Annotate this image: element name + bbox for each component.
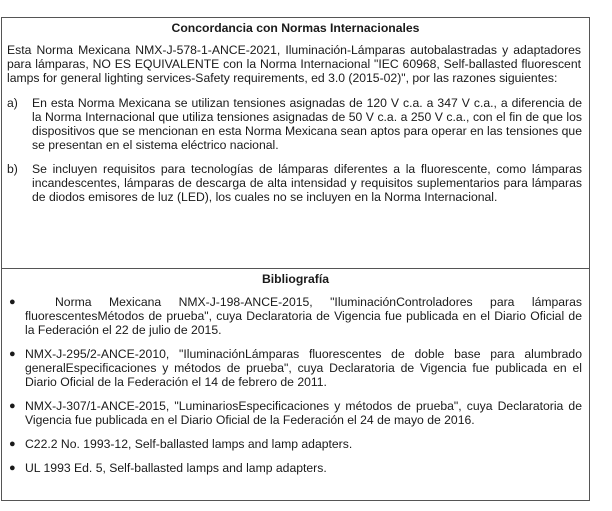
bibliography-entry (2, 399, 582, 427)
bibliography-entry (2, 461, 582, 475)
bibliography-entry (2, 295, 582, 337)
concordancia-section (2, 18, 589, 269)
bullet-icon: ● (9, 438, 16, 450)
concordancia-intro: Esta Norma Mexicana NMX-J-578-1-ANCE-2021, Iluminación-Lámparas autobalastradas y adaptadores para lámparas, NO ES EQUIVALENTE con la Norma Internacional "IEC 60968, Self-ballasted fluorescent lamps for general lighting services-Safety requirements, ed 3.0 (2015-02)", por las razones siguientes: (7, 43, 581, 85)
bibliography-entry (2, 437, 582, 451)
concordancia-title: Concordancia con Normas Internacionales (171, 21, 420, 35)
bibliography-entry (2, 347, 582, 389)
list-marker: b) (7, 162, 18, 176)
bibliografia-section (2, 269, 589, 500)
list-item-text: Se incluyen requisitos para tecnologías de lámparas diferentes a la fluorescente, como lámparas incandescentes, lámparas de descarga de alta intensidad y requisitos suplementarios para lámparas de diodos emisores de luz (LED), los cuales no se incluyen en la Norma Internacional. (32, 162, 582, 204)
list-marker: a) (7, 96, 18, 110)
bullet-icon: ● (9, 462, 16, 474)
bibliography-entry-text: C22.2 No. 1993-12, Self-ballasted lamps and lamp adapters. (25, 437, 353, 451)
bibliography-entry-text: NMX-J-307/1-ANCE-2015, "LuminariosEspecificaciones y métodos de prueba", cuya Declaratoria de Vigencia fue publicada en el Diario Oficial de la Federación el 24 de mayo de 2016. (25, 399, 582, 427)
bibliography-entry-text: UL 1993 Ed. 5, Self-ballasted lamps and lamp adapters. (25, 461, 327, 475)
bullet-icon: ● (9, 348, 16, 360)
document-table (1, 17, 590, 501)
list-item (2, 96, 582, 152)
bibliography-entry-text: Norma Mexicana NMX-J-198-ANCE-2015, "IluminaciónControladores para lámparas fluorescentesMétodos de prueba", cuya Declaratoria de Vigencia fue publicada en el Diario Oficial de la Federación el 22 de julio de 2015. (25, 295, 582, 337)
bullet-icon: ● (9, 400, 16, 412)
bullet-icon: ● (9, 296, 16, 308)
list-item-text: En esta Norma Mexicana se utilizan tensiones asignadas de 120 V c.a. a 347 V c.a., a diferencia de la Norma Internacional que utiliza tensiones asignadas de 50 V c.a. a 250 V c.a., con el fin de que los dispositivos que se mencionan en esta Norma Mexicana sean aptos para operar en las tensiones que se presentan en el sistema eléctrico nacional. (32, 96, 582, 152)
bibliography-entry-text: NMX-J-295/2-ANCE-2010, "IluminaciónLámparas fluorescentes de doble base para alumbrado generalEspecificaciones y métodos de prueba", cuya Declaratoria de Vigencia fue publicada en el Diario Oficial de la Federación el 14 de febrero de 2011. (25, 347, 582, 389)
list-item (2, 162, 582, 204)
bibliografia-title: Bibliografía (261, 272, 330, 286)
